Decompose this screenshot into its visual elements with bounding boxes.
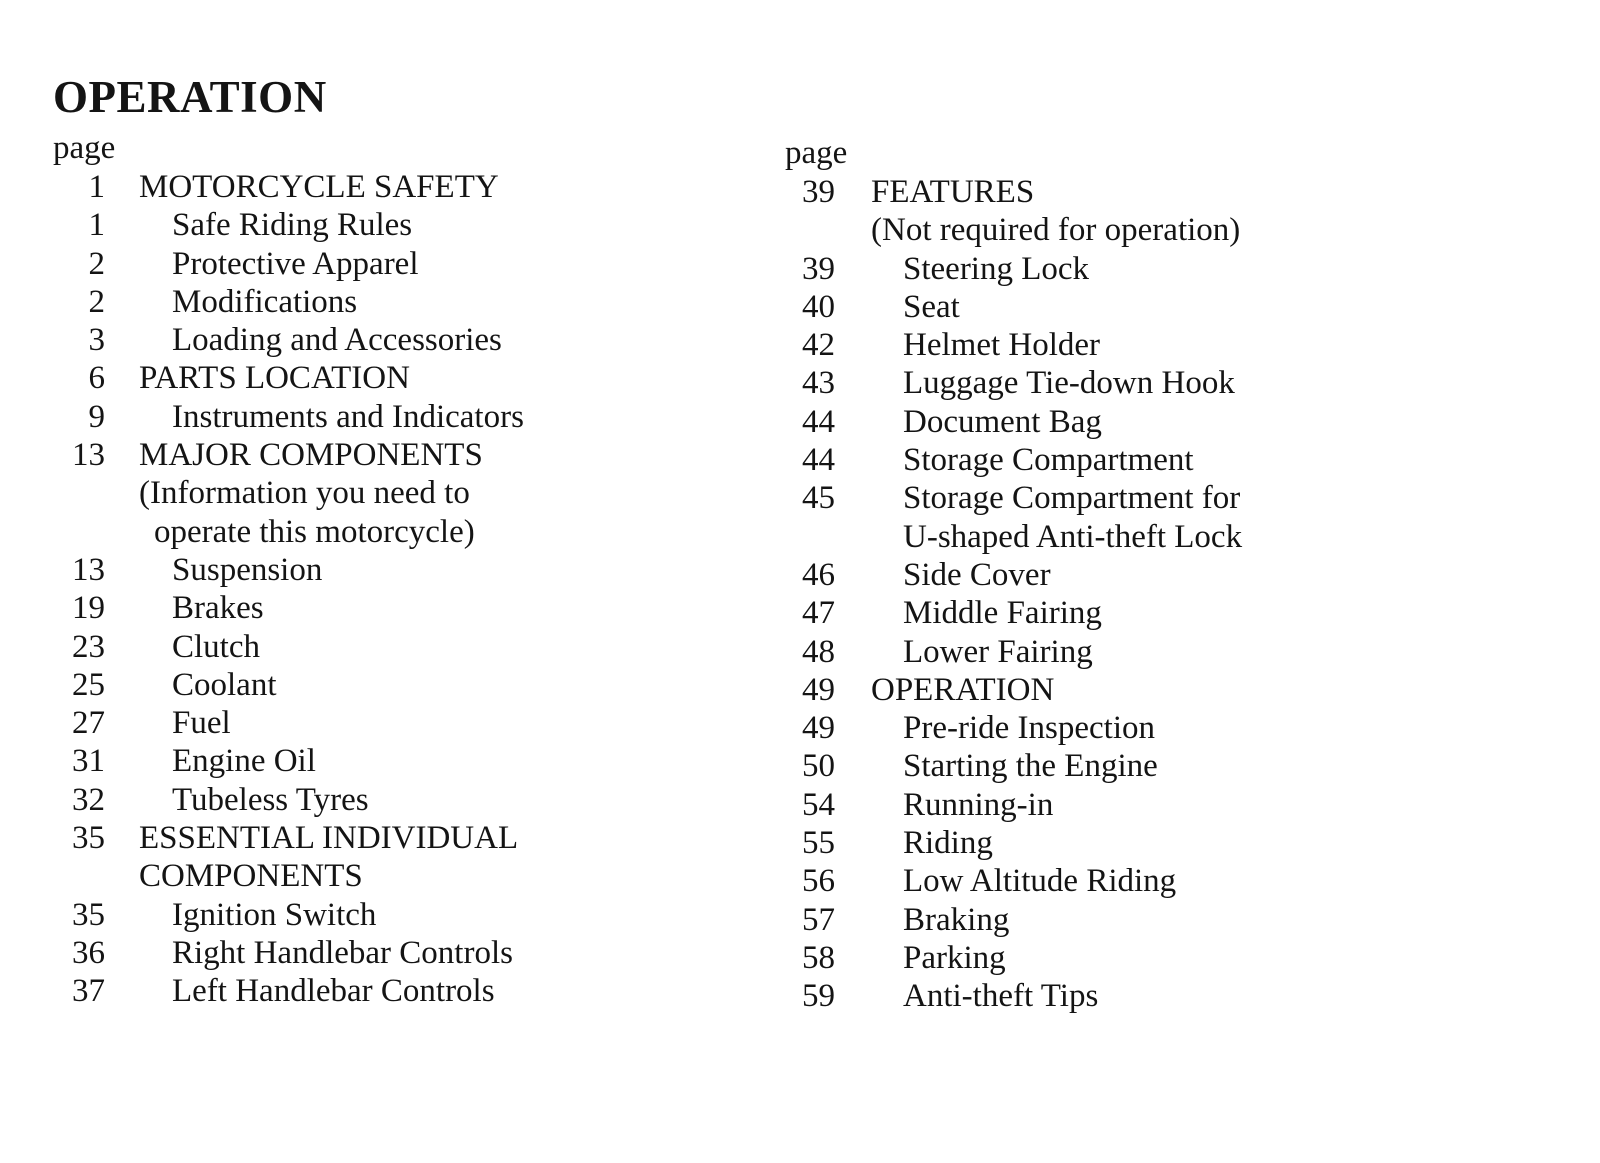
page-column-header: page bbox=[53, 130, 116, 166]
toc-entry-title: Loading and Accessories bbox=[172, 322, 502, 359]
toc-continuation-line[interactable] bbox=[53, 474, 773, 512]
toc-entry-title: OPERATION bbox=[871, 671, 1055, 708]
toc-entry-title: Suspension bbox=[172, 551, 323, 588]
toc-page-number: 35 bbox=[72, 896, 105, 933]
toc-subsection-entry[interactable] bbox=[53, 704, 773, 742]
toc-page-number: 56 bbox=[802, 863, 835, 900]
toc-entry-title: Storage Compartment bbox=[903, 442, 1194, 479]
toc-entry-title: ESSENTIAL INDIVIDUAL bbox=[139, 820, 519, 857]
toc-list bbox=[785, 173, 1505, 1016]
toc-page-number: 47 bbox=[802, 595, 835, 632]
toc-section-entry[interactable] bbox=[53, 436, 773, 474]
toc-page-number: 35 bbox=[72, 820, 105, 857]
toc-entry-title: Middle Fairing bbox=[903, 595, 1102, 632]
toc-entry-title: Instruments and Indicators bbox=[172, 398, 524, 435]
toc-page-number: 3 bbox=[88, 322, 105, 359]
toc-subsection-entry[interactable] bbox=[53, 398, 773, 436]
toc-entry-title: Parking bbox=[903, 939, 1006, 976]
toc-section-entry[interactable] bbox=[785, 671, 1505, 709]
toc-subsection-entry[interactable] bbox=[785, 403, 1505, 441]
toc-entry-title: Clutch bbox=[172, 628, 260, 665]
toc-subsection-entry[interactable] bbox=[785, 364, 1505, 402]
toc-entry-title: Document Bag bbox=[903, 403, 1102, 440]
toc-entry-title: Helmet Holder bbox=[903, 327, 1101, 364]
toc-subsection-entry[interactable] bbox=[53, 551, 773, 589]
toc-page-number: 46 bbox=[802, 556, 835, 593]
toc-page-number: 9 bbox=[88, 398, 105, 435]
toc-page-number: 19 bbox=[72, 590, 105, 627]
toc-subsection-entry[interactable] bbox=[785, 977, 1505, 1015]
toc-page-number: 50 bbox=[802, 748, 835, 785]
toc-subsection-entry[interactable] bbox=[785, 939, 1505, 977]
toc-entry-title: Fuel bbox=[172, 705, 231, 742]
toc-page-number: 40 bbox=[802, 288, 835, 325]
toc-entry-title: Side Cover bbox=[903, 556, 1051, 593]
toc-subsection-entry[interactable] bbox=[53, 896, 773, 934]
toc-subsection-entry[interactable] bbox=[53, 283, 773, 321]
toc-subsection-entry[interactable] bbox=[785, 824, 1505, 862]
toc-entry-title: Tubeless Tyres bbox=[172, 781, 369, 818]
toc-entry-title: Modifications bbox=[172, 283, 358, 320]
toc-subsection-entry[interactable] bbox=[785, 288, 1505, 326]
toc-subsection-entry[interactable] bbox=[785, 862, 1505, 900]
toc-page-number: 49 bbox=[802, 671, 835, 708]
toc-subsection-entry[interactable] bbox=[785, 747, 1505, 785]
toc-entry-title: Riding bbox=[903, 825, 993, 862]
toc-page-number: 32 bbox=[72, 781, 105, 818]
toc-entry-title: U-shaped Anti-theft Lock bbox=[903, 518, 1243, 555]
toc-subsection-entry[interactable] bbox=[785, 250, 1505, 288]
toc-page-number: 31 bbox=[72, 743, 105, 780]
toc-entry-title: Brakes bbox=[172, 590, 264, 627]
toc-entry-title: (Information you need to bbox=[139, 475, 470, 512]
toc-continuation-line[interactable] bbox=[53, 857, 773, 895]
toc-page-number: 2 bbox=[88, 283, 105, 320]
toc-entry-title: Left Handlebar Controls bbox=[172, 973, 495, 1010]
toc-subsection-entry[interactable] bbox=[53, 589, 773, 627]
toc-page-number: 59 bbox=[802, 978, 835, 1015]
toc-entry-title: Luggage Tie-down Hook bbox=[903, 365, 1235, 402]
toc-subsection-entry[interactable] bbox=[785, 556, 1505, 594]
toc-page-number: 13 bbox=[72, 437, 105, 474]
toc-page-number: 1 bbox=[88, 207, 105, 244]
toc-continuation-line[interactable] bbox=[785, 518, 1505, 556]
toc-continuation-line[interactable] bbox=[53, 513, 773, 551]
toc-subsection-entry[interactable] bbox=[785, 709, 1505, 747]
toc-section-entry[interactable] bbox=[53, 359, 773, 397]
toc-subsection-entry[interactable] bbox=[53, 321, 773, 359]
toc-page-number: 6 bbox=[88, 360, 105, 397]
toc-entry-title: Steering Lock bbox=[903, 250, 1090, 287]
toc-subsection-entry[interactable] bbox=[785, 901, 1505, 939]
toc-page-number: 54 bbox=[802, 786, 835, 823]
toc-entry-title: operate this motorcycle) bbox=[154, 513, 475, 550]
toc-entry-title: MOTORCYCLE SAFETY bbox=[139, 169, 499, 205]
toc-page-number: 42 bbox=[802, 327, 835, 364]
toc-entry-title: COMPONENTS bbox=[139, 858, 363, 895]
toc-entry-title: Anti-theft Tips bbox=[903, 978, 1099, 1015]
toc-entry-title: Engine Oil bbox=[172, 743, 316, 780]
toc-page-number: 43 bbox=[802, 365, 835, 402]
toc-list bbox=[53, 168, 773, 1011]
toc-subsection-entry[interactable] bbox=[785, 479, 1505, 517]
toc-subsection-entry[interactable] bbox=[785, 441, 1505, 479]
toc-entry-title: Ignition Switch bbox=[172, 896, 377, 933]
toc-page-number: 44 bbox=[802, 442, 835, 479]
toc-entry-title: Running-in bbox=[903, 786, 1054, 823]
toc-entry-title: Protective Apparel bbox=[172, 245, 419, 282]
toc-page-number: 1 bbox=[88, 169, 105, 205]
page-column-header: page bbox=[785, 135, 848, 171]
toc-entry-title: Safe Riding Rules bbox=[172, 207, 413, 244]
toc-subsection-entry[interactable] bbox=[785, 633, 1505, 671]
toc-page-number: 37 bbox=[72, 973, 105, 1010]
toc-subsection-entry[interactable] bbox=[53, 666, 773, 704]
toc-page-number: 25 bbox=[72, 666, 105, 703]
toc-subsection-entry[interactable] bbox=[785, 594, 1505, 632]
toc-entry-title: Seat bbox=[903, 288, 960, 325]
toc-entry-title: Braking bbox=[903, 901, 1010, 938]
toc-entry-title: Starting the Engine bbox=[903, 748, 1158, 785]
toc-subsection-entry[interactable] bbox=[53, 781, 773, 819]
toc-page-number: 45 bbox=[802, 480, 835, 517]
toc-subsection-entry[interactable] bbox=[53, 742, 773, 780]
toc-page-number: 13 bbox=[72, 551, 105, 588]
toc-page-number: 39 bbox=[802, 250, 835, 287]
toc-page-number: 2 bbox=[88, 245, 105, 282]
toc-entry-title: PARTS LOCATION bbox=[139, 360, 410, 397]
toc-page-number: 44 bbox=[802, 403, 835, 440]
toc-entry-title: Coolant bbox=[172, 666, 277, 703]
toc-entry-title: Lower Fairing bbox=[903, 633, 1093, 670]
toc-right-column bbox=[785, 133, 1505, 1016]
page-title: OPERATION bbox=[53, 72, 327, 122]
toc-page-number: 49 bbox=[802, 710, 835, 747]
toc-subsection-entry[interactable] bbox=[53, 934, 773, 972]
toc-page-number: 39 bbox=[802, 174, 835, 210]
toc-subsection-entry[interactable] bbox=[53, 206, 773, 244]
toc-entry-title: FEATURES bbox=[871, 174, 1035, 210]
toc-entry-title: (Not required for operation) bbox=[871, 212, 1241, 249]
toc-entry-title: MAJOR COMPONENTS bbox=[139, 437, 483, 474]
toc-page-number: 48 bbox=[802, 633, 835, 670]
toc-entry-title: Storage Compartment for bbox=[903, 480, 1241, 517]
toc-left-column bbox=[53, 128, 773, 1011]
toc-entry-title: Right Handlebar Controls bbox=[172, 934, 513, 971]
toc-page-number: 58 bbox=[802, 939, 835, 976]
toc-page-number: 23 bbox=[72, 628, 105, 665]
toc-section-entry[interactable] bbox=[785, 173, 1505, 211]
toc-section-entry[interactable] bbox=[53, 819, 773, 857]
toc-subsection-entry[interactable] bbox=[785, 326, 1505, 364]
toc-subsection-entry[interactable] bbox=[53, 972, 773, 1010]
toc-subsection-entry[interactable] bbox=[785, 786, 1505, 824]
toc-page-number: 36 bbox=[72, 934, 105, 971]
toc-page-number: 55 bbox=[802, 825, 835, 862]
toc-entry-title: Low Altitude Riding bbox=[903, 863, 1177, 900]
toc-page-number: 27 bbox=[72, 705, 105, 742]
toc-continuation-line[interactable] bbox=[785, 211, 1505, 249]
toc-subsection-entry[interactable] bbox=[53, 628, 773, 666]
toc-entry-title: Pre-ride Inspection bbox=[903, 710, 1155, 747]
toc-page-number: 57 bbox=[802, 901, 835, 938]
toc-section-entry[interactable] bbox=[53, 168, 773, 206]
toc-subsection-entry[interactable] bbox=[53, 245, 773, 283]
